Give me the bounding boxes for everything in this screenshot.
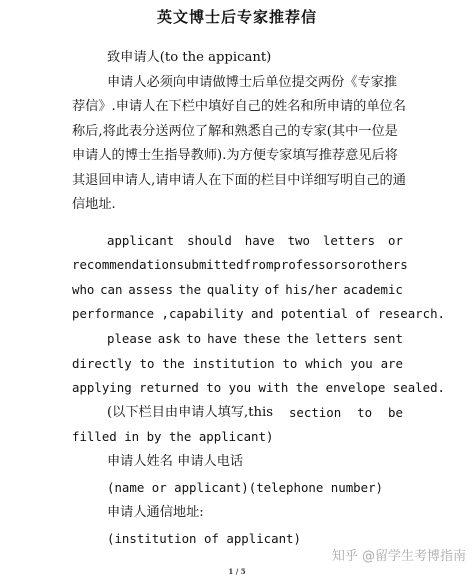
word: have (244, 233, 275, 248)
word: submitted (176, 257, 244, 272)
word: are (380, 356, 403, 371)
cn-line-4: 申请人的博士生指导教师).为方便专家填写推荐意见后将 (72, 148, 398, 163)
word: or (388, 233, 403, 248)
word: the (178, 282, 202, 297)
watermark: 知乎 @留学生考博指南 (331, 549, 466, 564)
word: of (264, 282, 280, 297)
cn-line-2: 荐信》.申请人在下栏中填好自己的姓名和所申请的单位名 (72, 99, 406, 114)
word: to (186, 331, 202, 346)
word: two (287, 233, 310, 248)
word: should (187, 233, 232, 248)
en-p2-line-2 (72, 352, 403, 377)
word: to (282, 356, 298, 371)
note-line-2: filled in by the applicant) (72, 429, 274, 444)
word: from (243, 257, 274, 272)
en-p1-line-3 (72, 278, 403, 303)
word: to (139, 356, 155, 371)
word: others (362, 257, 408, 272)
en-p1-line-2 (72, 253, 408, 278)
word: quality (206, 282, 259, 297)
word: institution (192, 356, 275, 371)
address-label-cn: 申请人通信地址: (107, 505, 204, 520)
note-word: be (388, 405, 403, 420)
name-phone-label-en: (name or applicant)(telephone number) (107, 480, 384, 495)
word: directly (72, 356, 132, 371)
salutation: 致申请人(to the appicant) (107, 50, 272, 65)
word: assess (128, 282, 173, 297)
word: can (100, 282, 123, 297)
en-p2-line-1 (107, 327, 403, 352)
note-word: (以下栏目由申请人填写,this (107, 405, 273, 420)
word: which (305, 356, 343, 371)
document-title: 英文博士后专家推荐信 (156, 8, 317, 26)
note-word: section (288, 405, 342, 420)
word: sent (373, 331, 403, 346)
word: you (350, 356, 373, 371)
word: professors (273, 257, 349, 272)
word: please (107, 331, 152, 346)
en-p1-line-4: performance ,capability and potential of research. (72, 306, 445, 321)
note-word: to (357, 405, 373, 420)
cn-line-1: 申请人必须向申请做博士后单位提交两份《专家推 (107, 75, 398, 90)
word: his/her (285, 282, 338, 297)
word: the (162, 356, 185, 371)
word: who (72, 282, 95, 297)
word: applicant (107, 233, 175, 248)
en-p2-line-3: applying returned to you with the envelope sealed. (72, 380, 445, 395)
cn-line-3: 称后,将此表分送两位了解和熟悉自己的专家(其中一位是 (72, 124, 398, 139)
word: have (207, 331, 238, 346)
institution-label-en: (institution of applicant) (107, 531, 301, 546)
word: these (243, 331, 281, 346)
word: letters (322, 233, 376, 248)
word: recommendation (72, 257, 177, 272)
en-p1-line-1 (107, 229, 403, 254)
name-phone-label-cn: 申请人姓名 申请人电话 (107, 454, 244, 469)
word: the (286, 331, 309, 346)
word: ask (157, 331, 181, 346)
word: or (348, 257, 363, 272)
word: letters (314, 331, 368, 346)
page-number: 1 / 5 (228, 567, 246, 576)
note-line-1 (107, 401, 403, 426)
cn-line-5: 其退回申请人,请申请人在下面的栏目中详细写明自己的通 (72, 173, 406, 188)
word: academic (343, 282, 403, 297)
cn-line-6: 信地址. (72, 197, 116, 212)
